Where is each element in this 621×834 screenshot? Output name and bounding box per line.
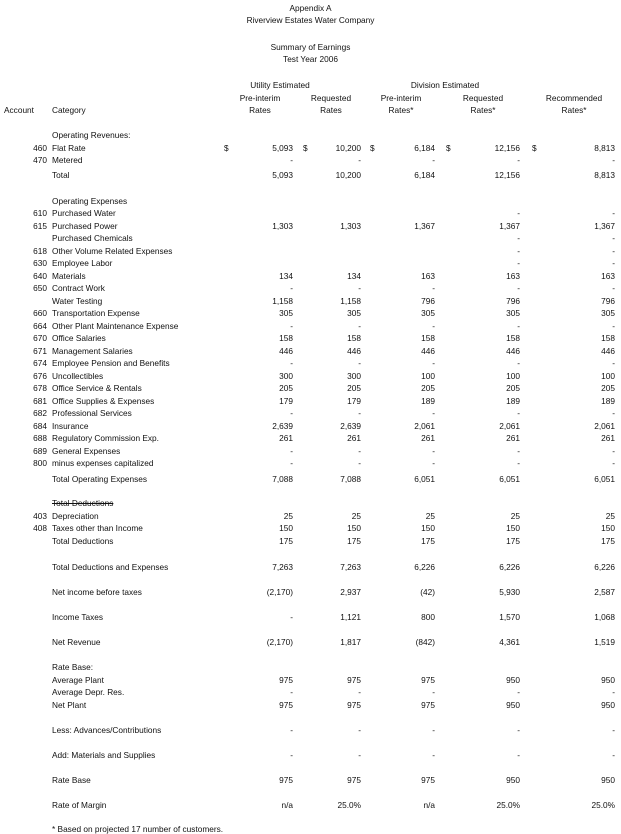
table-cell: 6,051 — [499, 474, 520, 484]
table-cell: 150 — [421, 523, 435, 533]
currency-symbol: $ — [303, 143, 308, 153]
table-cell: 950 — [601, 675, 615, 685]
company-name: Riverview Estates Water Company — [246, 15, 375, 25]
table-cell: - — [290, 725, 293, 735]
currency-symbol: $ — [532, 143, 537, 153]
table-cell: 261 — [279, 433, 293, 443]
table-cell: 975 — [347, 775, 361, 785]
row-label: Management Salaries — [52, 346, 133, 356]
table-cell: - — [517, 750, 520, 760]
table-cell: - — [290, 321, 293, 331]
table-cell: 446 — [506, 346, 520, 356]
account-number: 650 — [33, 283, 47, 293]
account-number: 660 — [33, 308, 47, 318]
table-cell: 134 — [347, 271, 361, 281]
table-cell: - — [612, 458, 615, 468]
table-cell: 205 — [347, 383, 361, 393]
col4-header-line1: Requested — [462, 93, 504, 103]
table-cell: 158 — [601, 333, 615, 343]
table-cell: 5,093 — [272, 143, 293, 153]
row-label: Taxes other than Income — [52, 523, 143, 533]
table-cell: 2,061 — [414, 421, 435, 431]
table-cell: 7,263 — [340, 562, 361, 572]
table-cell: - — [517, 246, 520, 256]
table-cell: - — [517, 408, 520, 418]
row-label: Other Volume Related Expenses — [52, 246, 173, 256]
currency-symbol: $ — [370, 143, 375, 153]
table-cell: - — [290, 358, 293, 368]
row-label: Contract Work — [52, 283, 105, 293]
account-number: 460 — [33, 143, 47, 153]
table-cell: - — [612, 258, 615, 268]
table-cell: 175 — [601, 536, 615, 546]
table-cell: 6,184 — [414, 143, 435, 153]
account-number: 403 — [33, 511, 47, 521]
table-cell: 1,367 — [594, 221, 615, 231]
table-cell: - — [290, 155, 293, 165]
footnote: * Based on projected 17 number of customers. — [52, 824, 224, 834]
table-cell: 25.0% — [496, 800, 520, 810]
table-cell: 305 — [601, 308, 615, 318]
account-number: 676 — [33, 371, 47, 381]
account-number: 684 — [33, 421, 47, 431]
table-cell: (2,170) — [266, 587, 293, 597]
row-label: Net income before taxes — [52, 587, 142, 597]
col4-header-line2: Rates* — [470, 105, 496, 115]
row-label: Rate Base — [52, 775, 91, 785]
table-cell: (2,170) — [266, 637, 293, 647]
table-cell: - — [290, 687, 293, 697]
row-label: Purchased Power — [52, 221, 118, 231]
table-cell: 6,226 — [414, 562, 435, 572]
table-cell: 150 — [279, 523, 293, 533]
table-cell: 150 — [601, 523, 615, 533]
table-cell: n/a — [423, 800, 435, 810]
account-number: 800 — [33, 458, 47, 468]
table-cell: 150 — [347, 523, 361, 533]
table-cell: 179 — [347, 396, 361, 406]
table-cell: 12,156 — [494, 143, 520, 153]
table-cell: 4,361 — [499, 637, 520, 647]
table-cell: 10,200 — [335, 170, 361, 180]
table-cell: - — [432, 446, 435, 456]
row-label: Rate Base: — [52, 662, 94, 672]
account-number: 470 — [33, 155, 47, 165]
table-cell: 261 — [601, 433, 615, 443]
col3-header-line2: Rates* — [388, 105, 414, 115]
col3-header-line1: Pre-interim — [380, 93, 422, 103]
row-label: Operating Expenses — [52, 196, 128, 206]
row-label: Transportation Expense — [52, 308, 140, 318]
table-cell: 975 — [421, 775, 435, 785]
col2-header-line2: Rates — [320, 105, 342, 115]
table-cell: - — [432, 155, 435, 165]
row-label: Operating Revenues: — [52, 130, 131, 140]
table-cell: 1,367 — [499, 221, 520, 231]
table-cell: 2,061 — [499, 421, 520, 431]
col1-header-line1: Pre-interim — [239, 93, 281, 103]
table-cell: 6,226 — [594, 562, 615, 572]
table-cell: 975 — [279, 675, 293, 685]
table-cell: - — [358, 358, 361, 368]
table-cell: - — [612, 687, 615, 697]
table-cell: 175 — [421, 536, 435, 546]
table-cell: 5,093 — [272, 170, 293, 180]
row-label: Uncollectibles — [52, 371, 104, 381]
table-cell: 1,817 — [340, 637, 361, 647]
table-cell: 975 — [347, 675, 361, 685]
row-label: Water Testing — [52, 296, 103, 306]
table-cell: 163 — [421, 271, 435, 281]
table-cell: 8,813 — [594, 143, 615, 153]
table-cell: 261 — [506, 433, 520, 443]
table-cell: - — [432, 283, 435, 293]
table-cell: 1,519 — [594, 637, 615, 647]
table-cell: - — [612, 155, 615, 165]
row-label: Total Operating Expenses — [52, 474, 148, 484]
table-cell: 950 — [601, 775, 615, 785]
table-cell: - — [517, 687, 520, 697]
table-cell: - — [358, 725, 361, 735]
table-cell: 100 — [601, 371, 615, 381]
account-number: 664 — [33, 321, 47, 331]
table-cell: - — [290, 458, 293, 468]
row-label: Net Plant — [52, 700, 87, 710]
col5-header-line2: Rates* — [561, 105, 587, 115]
row-label: Rate of Margin — [52, 800, 107, 810]
table-cell: 800 — [421, 612, 435, 622]
account-number: 678 — [33, 383, 47, 393]
row-label: Purchased Water — [52, 208, 116, 218]
table-cell: 25 — [510, 511, 520, 521]
table-cell: 189 — [601, 396, 615, 406]
row-label: Other Plant Maintenance Expense — [52, 321, 179, 331]
table-cell: 1,570 — [499, 612, 520, 622]
account-number: 689 — [33, 446, 47, 456]
table-cell: - — [358, 155, 361, 165]
table-cell: 175 — [506, 536, 520, 546]
table-cell: 975 — [421, 700, 435, 710]
row-label: Employee Pension and Benefits — [52, 358, 170, 368]
row-label: Total Deductions — [52, 498, 114, 508]
account-number: 610 — [33, 208, 47, 218]
row-label: Office Service & Rentals — [52, 383, 142, 393]
currency-symbol: $ — [224, 143, 229, 153]
row-label: Professional Services — [52, 408, 132, 418]
table-cell: 1,367 — [414, 221, 435, 231]
table-cell: - — [612, 408, 615, 418]
table-cell: - — [517, 283, 520, 293]
row-label: Average Depr. Res. — [52, 687, 125, 697]
table-cell: - — [612, 725, 615, 735]
row-label: Materials — [52, 271, 86, 281]
table-cell: - — [358, 321, 361, 331]
table-cell: 158 — [347, 333, 361, 343]
table-cell: - — [517, 458, 520, 468]
table-cell: 1,303 — [272, 221, 293, 231]
table-cell: 163 — [506, 271, 520, 281]
table-cell: 6,184 — [414, 170, 435, 180]
table-cell: 134 — [279, 271, 293, 281]
table-cell: 446 — [279, 346, 293, 356]
row-label: Office Supplies & Expenses — [52, 396, 155, 406]
table-cell: 2,061 — [594, 421, 615, 431]
table-cell: 1,303 — [340, 221, 361, 231]
row-label: Purchased Chemicals — [52, 233, 133, 243]
account-column-header: Account — [4, 105, 34, 115]
table-cell: - — [612, 358, 615, 368]
table-cell: - — [358, 446, 361, 456]
table-cell: - — [358, 408, 361, 418]
report-period: Test Year 2006 — [283, 54, 338, 64]
table-cell: 1,121 — [340, 612, 361, 622]
row-label: Net Revenue — [52, 637, 101, 647]
table-cell: - — [290, 408, 293, 418]
table-cell: 25 — [425, 511, 435, 521]
table-cell: 6,051 — [414, 474, 435, 484]
table-cell: - — [432, 408, 435, 418]
table-cell: - — [517, 321, 520, 331]
table-cell: - — [358, 687, 361, 697]
account-number: 408 — [33, 523, 47, 533]
table-cell: 446 — [601, 346, 615, 356]
table-cell: 300 — [279, 371, 293, 381]
table-cell: 205 — [279, 383, 293, 393]
table-cell: - — [290, 612, 293, 622]
table-cell: 158 — [506, 333, 520, 343]
table-cell: 25.0% — [591, 800, 615, 810]
row-label: Employee Labor — [52, 258, 113, 268]
table-cell: 446 — [347, 346, 361, 356]
table-cell: - — [517, 258, 520, 268]
utility-estimated-group: Utility Estimated — [250, 80, 310, 90]
table-cell: 158 — [279, 333, 293, 343]
table-cell: 950 — [506, 700, 520, 710]
table-cell: 1,068 — [594, 612, 615, 622]
table-cell: 25 — [351, 511, 361, 521]
account-number: 640 — [33, 271, 47, 281]
table-cell: 261 — [421, 433, 435, 443]
table-cell: 7,088 — [340, 474, 361, 484]
table-cell: 12,156 — [494, 170, 520, 180]
table-cell: - — [517, 155, 520, 165]
table-cell: 179 — [279, 396, 293, 406]
row-label: Flat Rate — [52, 143, 86, 153]
table-cell: 100 — [421, 371, 435, 381]
table-cell: - — [517, 233, 520, 243]
col1-header-line2: Rates — [249, 105, 271, 115]
appendix-label: Appendix A — [289, 3, 332, 13]
row-label: Metered — [52, 155, 83, 165]
table-cell: 205 — [601, 383, 615, 393]
table-cell: 5,930 — [499, 587, 520, 597]
col5-header-line1: Recommended — [545, 93, 603, 103]
table-cell: 25 — [283, 511, 293, 521]
row-label: General Expenses — [52, 446, 121, 456]
currency-symbol: $ — [446, 143, 451, 153]
table-cell: - — [612, 208, 615, 218]
table-cell: - — [612, 321, 615, 331]
table-cell: 975 — [279, 775, 293, 785]
table-cell: 189 — [506, 396, 520, 406]
account-number: 618 — [33, 246, 47, 256]
table-cell: 975 — [347, 700, 361, 710]
table-cell: - — [358, 750, 361, 760]
table-cell: 796 — [601, 296, 615, 306]
account-number: 674 — [33, 358, 47, 368]
table-cell: (42) — [420, 587, 435, 597]
table-cell: 7,263 — [272, 562, 293, 572]
table-cell: 205 — [506, 383, 520, 393]
table-cell: - — [358, 458, 361, 468]
table-cell: 8,813 — [594, 170, 615, 180]
col2-header-line1: Requested — [310, 93, 352, 103]
table-cell: 175 — [279, 536, 293, 546]
table-cell: - — [517, 208, 520, 218]
table-cell: - — [612, 750, 615, 760]
table-cell: - — [290, 446, 293, 456]
table-cell: 305 — [506, 308, 520, 318]
table-cell: - — [612, 283, 615, 293]
table-cell: 10,200 — [335, 143, 361, 153]
row-label: Insurance — [52, 421, 89, 431]
table-cell: 2,937 — [340, 587, 361, 597]
table-cell: 163 — [601, 271, 615, 281]
category-column-header: Category — [52, 105, 86, 115]
table-cell: 2,587 — [594, 587, 615, 597]
row-label: Add: Materials and Supplies — [52, 750, 156, 760]
table-cell: 175 — [347, 536, 361, 546]
table-cell: 205 — [421, 383, 435, 393]
table-cell: - — [432, 750, 435, 760]
row-label: Regulatory Commission Exp. — [52, 433, 159, 443]
table-cell: - — [517, 725, 520, 735]
table-cell: 300 — [347, 371, 361, 381]
account-number: 630 — [33, 258, 47, 268]
table-cell: - — [612, 446, 615, 456]
table-cell: 2,639 — [272, 421, 293, 431]
table-cell: 6,051 — [594, 474, 615, 484]
table-cell: 796 — [506, 296, 520, 306]
table-cell: 305 — [279, 308, 293, 318]
table-cell: - — [432, 458, 435, 468]
account-number: 688 — [33, 433, 47, 443]
table-cell: 189 — [421, 396, 435, 406]
row-label: Depreciation — [52, 511, 99, 521]
table-cell: 2,639 — [340, 421, 361, 431]
row-label: minus expenses capitalized — [52, 458, 154, 468]
table-cell: 446 — [421, 346, 435, 356]
table-cell: - — [432, 687, 435, 697]
row-label: Total — [52, 170, 70, 180]
table-cell: 950 — [601, 700, 615, 710]
division-estimated-group: Division Estimated — [410, 80, 480, 90]
table-cell: 1,158 — [272, 296, 293, 306]
table-cell: - — [290, 283, 293, 293]
table-cell: 1,158 — [340, 296, 361, 306]
table-cell: 975 — [279, 700, 293, 710]
row-label: Total Deductions — [52, 536, 114, 546]
table-cell: - — [612, 246, 615, 256]
table-cell: - — [290, 750, 293, 760]
account-number: 682 — [33, 408, 47, 418]
row-label: Income Taxes — [52, 612, 104, 622]
account-number: 671 — [33, 346, 47, 356]
table-cell: - — [612, 233, 615, 243]
table-cell: 950 — [506, 675, 520, 685]
table-cell: - — [432, 358, 435, 368]
account-number: 670 — [33, 333, 47, 343]
table-cell: - — [432, 725, 435, 735]
table-cell: 150 — [506, 523, 520, 533]
table-cell: 158 — [421, 333, 435, 343]
table-cell: 6,226 — [499, 562, 520, 572]
table-cell: - — [517, 358, 520, 368]
report-title: Summary of Earnings — [270, 42, 351, 52]
table-cell: 25 — [605, 511, 615, 521]
table-cell: - — [358, 283, 361, 293]
table-cell: 261 — [347, 433, 361, 443]
row-label: Office Salaries — [52, 333, 106, 343]
table-cell: 305 — [421, 308, 435, 318]
account-number: 615 — [33, 221, 47, 231]
table-cell: 25.0% — [337, 800, 361, 810]
table-cell: 305 — [347, 308, 361, 318]
account-number: 681 — [33, 396, 47, 406]
table-cell: 100 — [506, 371, 520, 381]
table-cell: 950 — [506, 775, 520, 785]
table-cell: 7,088 — [272, 474, 293, 484]
table-cell: - — [432, 321, 435, 331]
table-cell: - — [517, 446, 520, 456]
table-cell: 796 — [421, 296, 435, 306]
table-cell: n/a — [281, 800, 293, 810]
row-label: Total Deductions and Expenses — [52, 562, 169, 572]
table-cell: 975 — [421, 675, 435, 685]
row-label: Less: Advances/Contributions — [52, 725, 162, 735]
row-label: Average Plant — [52, 675, 104, 685]
table-cell: (842) — [415, 637, 435, 647]
